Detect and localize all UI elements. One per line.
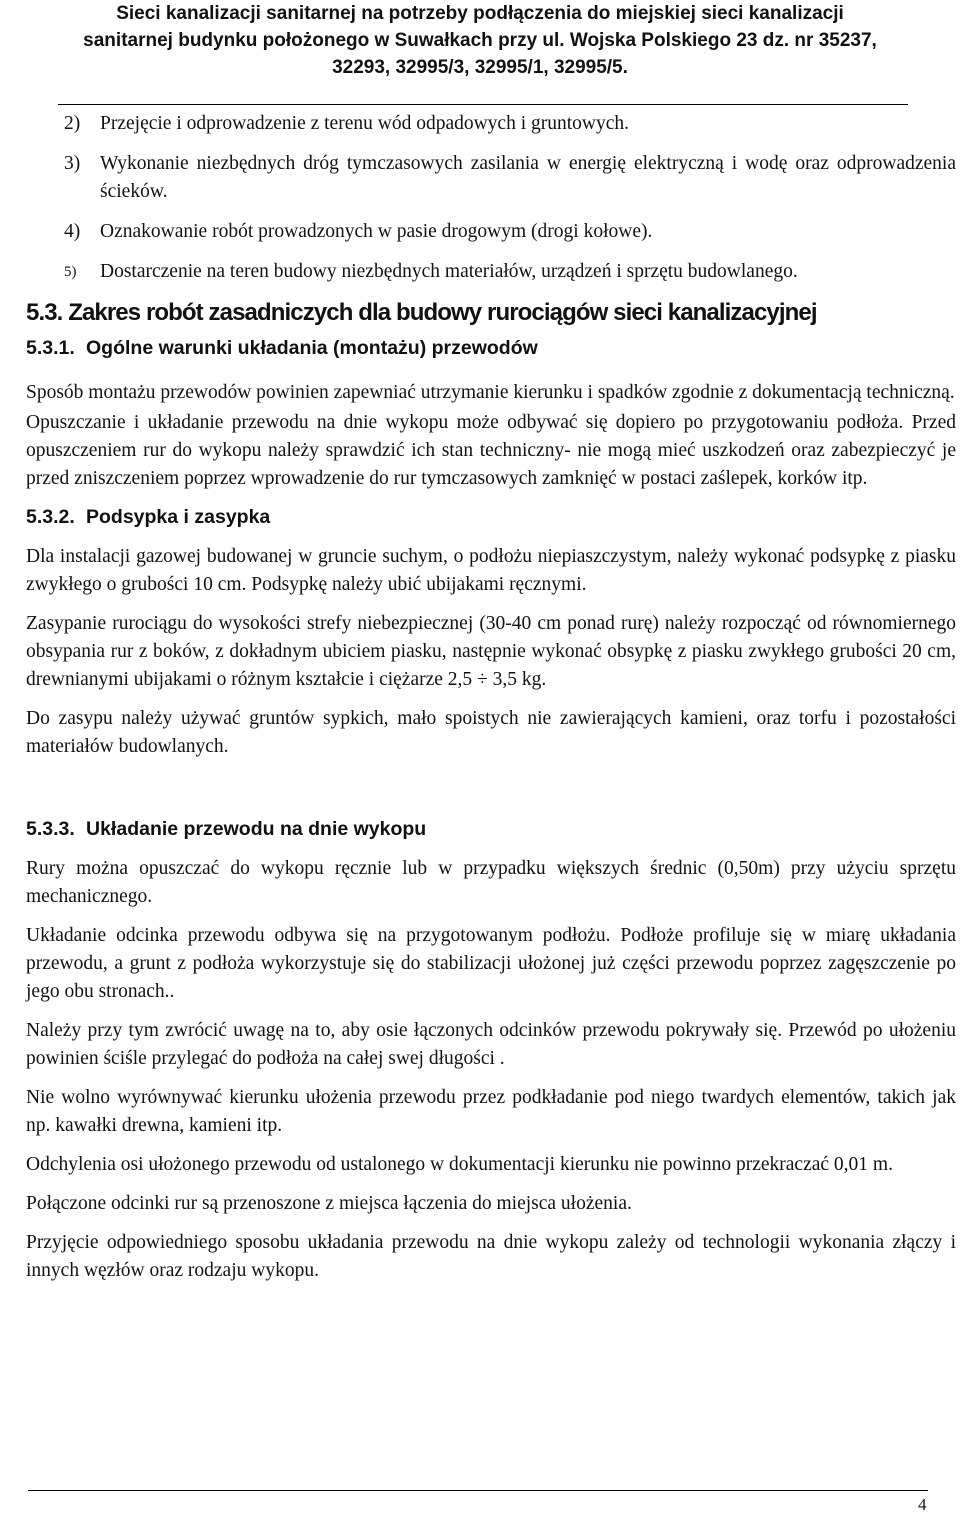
section-heading: 5.3. Zakres robót zasadniczych dla budowy rurociągów sieci kanalizacyjnej <box>26 299 817 326</box>
list-item-text: Dostarczenie na teren budowy niezbędnych materiałów, urządzeń i sprzętu budowlanego. <box>100 261 798 282</box>
header-line-3: 32293, 32995/3, 32995/1, 32995/5. <box>332 57 628 78</box>
list-item <box>26 150 956 206</box>
list-item-number: 4) <box>64 221 81 242</box>
list-item <box>26 258 956 286</box>
header-line-1: Sieci kanalizacji sanitarnej na potrzeby podłączenia do miejskiej sieci kanalizacji <box>116 3 844 24</box>
subsection-number: 5.3.2. <box>26 506 75 528</box>
paragraph: Dla instalacji gazowej budowanej w gruncie suchym, o podłożu niepiaszczystym, należy wykonać podsypkę z piasku zwykłego o grubości 10 cm. Podsypkę należy ubić ubijakami ręcznymi. <box>26 546 956 595</box>
subsection-heading <box>26 334 956 362</box>
header-divider <box>58 104 908 105</box>
subsection-title: Ogólne warunki układania (montażu) przewodów <box>86 337 538 359</box>
subsection-heading <box>26 503 956 531</box>
list-item-number: 5) <box>64 264 77 280</box>
list-item <box>26 218 956 246</box>
paragraph: Układanie odcinka przewodu odbywa się na przygotowanym podłożu. Podłoże profiluje się w miarę układania przewodu, a grunt z podłoża wykorzystuje się do stabilizacji ułożonej już części przewodu poprzez zagęszczenie po jego obu stronach.. <box>26 925 956 1002</box>
page-header <box>0 0 960 108</box>
subsection-title: Podsypka i zasypka <box>86 506 271 528</box>
paragraph: Przyjęcie odpowiedniego sposobu układania przewodu na dnie wykopu zależy od technologii wykonania złączy i innych węzłów oraz rodzaju wykopu. <box>26 1232 956 1281</box>
paragraph: Zasypanie rurociągu do wysokości strefy niebezpiecznej (30-40 cm ponad rurę) należy rozpocząć od równomiernego obsypania rur z boków, z dokładnym ubiciem piasku, następnie wykonać obsypkę z piasku zwykłego grubości 20 cm, drewnianymi ubijakami o różnym kształcie i ciężarze 2,5 ÷ 3,5 kg. <box>26 613 956 690</box>
list-item-text: Wykonanie niezbędnych dróg tymczasowych zasilania w energię elektryczną i wodę oraz odprowadzenia ścieków. <box>100 153 956 202</box>
subsection-title: Układanie przewodu na dnie wykopu <box>86 818 427 840</box>
document-body <box>26 110 956 1285</box>
paragraph: Opuszczanie i układanie przewodu na dnie wykopu może odbywać się dopiero po przygotowaniu podłoża. Przed opuszczeniem rur do wykopu należy sprawdzić ich stan techniczny- nie mogą mieć uszkodzeń oraz zabezpieczyć je przed zniszczeniem poprzez wprowadzenie do rur tymczasowych zamknięć w postaci zaślepek, korków itp. <box>26 412 956 489</box>
header-line-2: sanitarnej budynku położonego w Suwałkach przy ul. Wojska Polskiego 23 dz. nr 35237, <box>83 30 877 51</box>
paragraph: Odchylenia osi ułożonego przewodu od ustalonego w dokumentacji kierunku nie powinno przekraczać 0,01 m. <box>26 1154 893 1175</box>
list-item-text: Oznakowanie robót prowadzonych w pasie drogowym (drogi kołowe). <box>100 221 653 242</box>
paragraph: Rury można opuszczać do wykopu ręcznie lub w przypadku większych średnic (0,50m) przy użyciu sprzętu mechanicznego. <box>26 858 956 907</box>
paragraph: Należy przy tym zwrócić uwagę na to, aby osie łączonych odcinków przewodu pokrywały się. Przewód po ułożeniu powinien ściśle przylegać do podłoża na całej swej długości . <box>26 1020 956 1069</box>
subsection-number: 5.3.1. <box>26 337 75 359</box>
paragraph: Sposób montażu przewodów powinien zapewniać utrzymanie kierunku i spadków zgodnie z dokumentacją techniczną. <box>26 382 955 403</box>
list-item-number: 3) <box>64 153 81 174</box>
page-number: 4 <box>918 1495 927 1514</box>
paragraph: Nie wolno wyrównywać kierunku ułożenia przewodu przez podkładanie pod niego twardych elementów, takich jak np. kawałki drewna, kamieni itp. <box>26 1087 956 1136</box>
paragraph: Połączone odcinki rur są przenoszone z miejsca łączenia do miejsca ułożenia. <box>26 1193 632 1214</box>
footer-divider <box>28 1490 928 1491</box>
list-item-text: Przejęcie i odprowadzenie z terenu wód odpadowych i gruntowych. <box>100 113 630 134</box>
paragraph: Do zasypu należy używać gruntów sypkich, mało spoistych nie zawierających kamieni, oraz torfu i pozostałości materiałów budowlanych. <box>26 708 956 757</box>
subsection-number: 5.3.3. <box>26 818 75 840</box>
subsection-heading <box>26 815 956 843</box>
list-item <box>26 110 956 138</box>
list-item-number: 2) <box>64 113 81 134</box>
